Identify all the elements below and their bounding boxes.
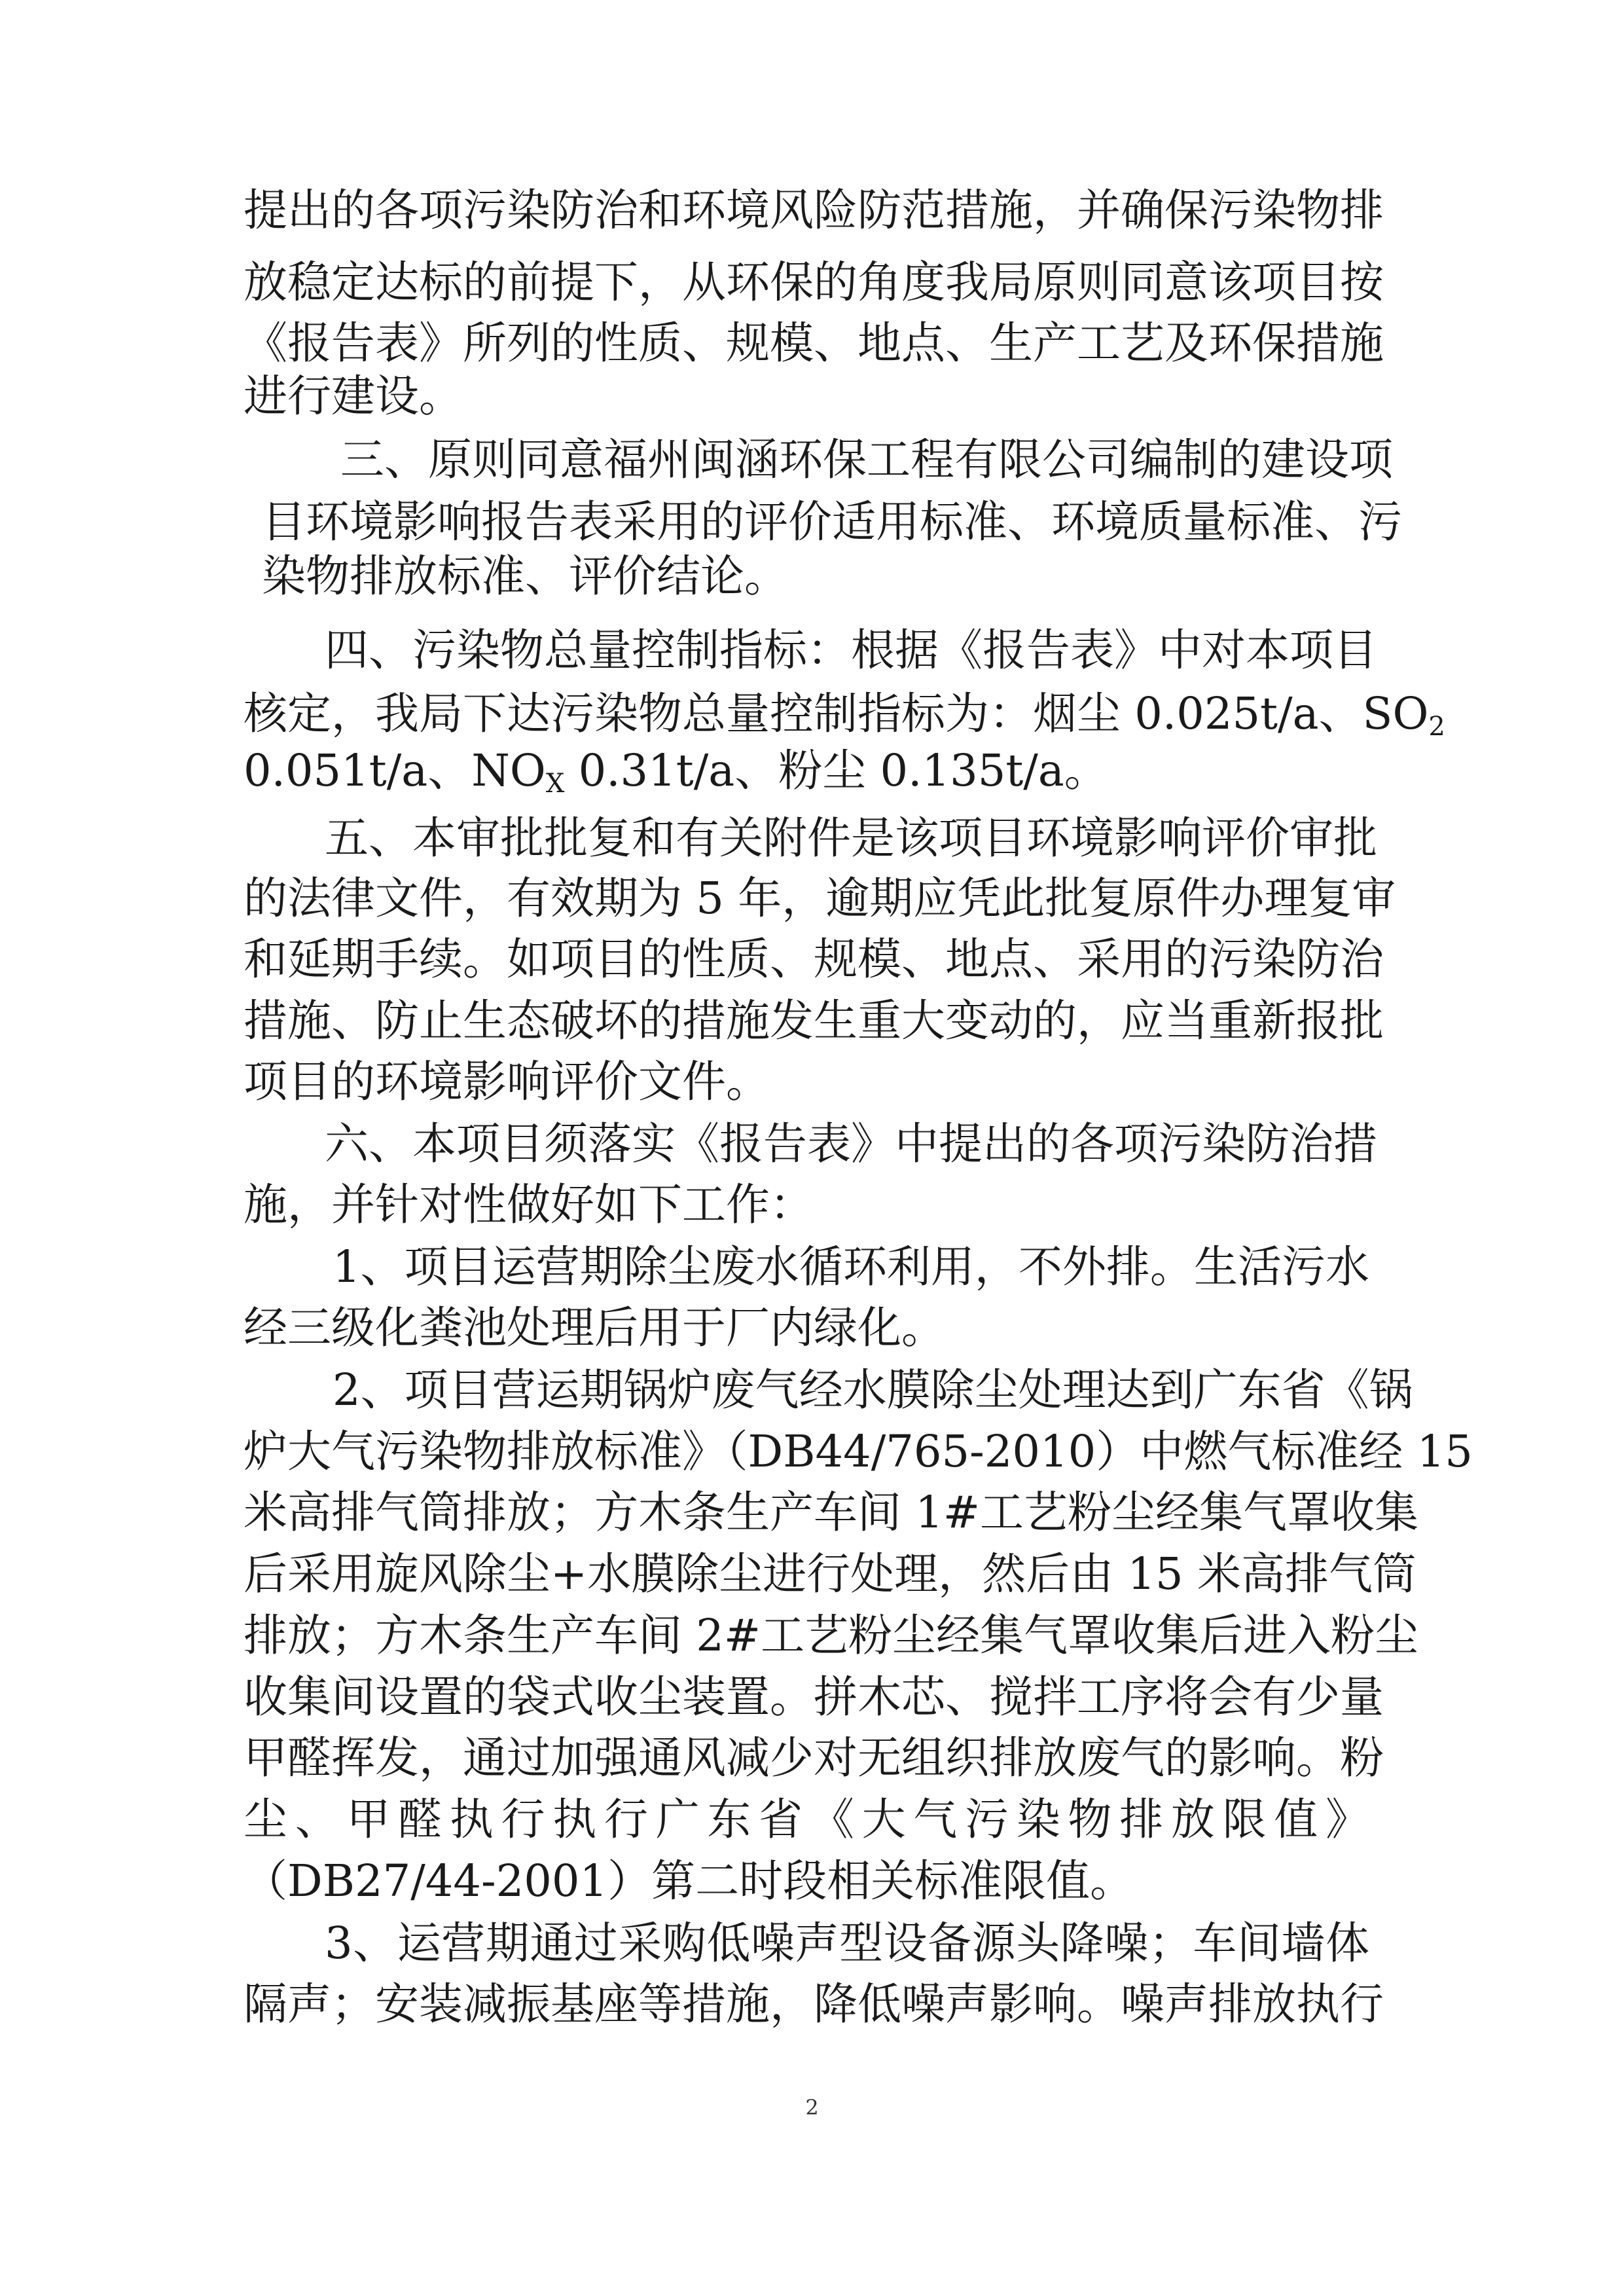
text-line: 甲醛挥发，通过加强通风减少对无组织排放废气的影响。粉: [244, 1732, 1384, 1783]
text-segment: 0.31t/a、粉尘 0.135t/a。: [564, 745, 1108, 796]
text-line: 目环境影响报告表采用的评价适用标准、环境质量标准、污: [262, 496, 1402, 547]
text-line: 3、运营期通过采购低噪声型设备源头降噪；车间墙体: [325, 1918, 1369, 1969]
text-segment: 0.051t/a、NO: [244, 745, 546, 796]
text-line: 提出的各项污染防治和环境风险防范措施，并确保污染物排: [244, 185, 1384, 236]
text-line: 2、项目营运期锅炉废气经水膜除尘处理达到广东省《锅: [333, 1364, 1413, 1415]
text-line: 米高排气筒排放；方木条生产车间 1#工艺粉尘经集气罩收集: [244, 1487, 1419, 1538]
text-line: 炉大气污染物排放标准》（DB44/765-2010）中燃气标准经 15: [244, 1426, 1473, 1477]
text-line: 三、原则同意福州闽涵环保工程有限公司编制的建设项: [340, 434, 1393, 485]
subscript-x: X: [545, 769, 565, 799]
text-line: 1、项目运营期除尘废水循环利用，不外排。生活污水: [333, 1241, 1369, 1292]
text-line: 四、污染物总量控制指标：根据《报告表》中对本项目: [325, 625, 1377, 676]
subscript-2: 2: [1428, 712, 1445, 742]
text-segment: 核定，我局下达污染物总量控制指标为：烟尘 0.025t/a、SO: [244, 688, 1429, 739]
text-line-with-so2: [244, 688, 1445, 742]
text-line: 项目的环境影响评价文件。: [244, 1056, 770, 1107]
page-number: 2: [805, 2095, 819, 2120]
text-line: 染物排放标准、评价结论。: [262, 551, 788, 602]
text-line: 进行建设。: [244, 371, 463, 422]
text-line: 施，并针对性做好如下工作：: [244, 1179, 814, 1230]
text-line: 放稳定达标的前提下，从环保的角度我局原则同意该项目按: [244, 257, 1384, 308]
text-line: 五、本审批批复和有关附件是该项目环境影响评价审批: [325, 812, 1377, 864]
text-line: 尘、甲醛执行执行广东省《大气污染物排放限值》: [244, 1794, 1369, 1845]
text-line: 六、本项目须落实《报告表》中提出的各项污染防治措: [325, 1118, 1377, 1169]
text-line: 收集间设置的袋式收尘装置。拼木芯、搅拌工序将会有少量: [244, 1671, 1384, 1722]
text-line: 经三级化粪池处理后用于厂内绿化。: [244, 1302, 945, 1353]
text-line: 排放；方木条生产车间 2#工艺粉尘经集气罩收集后进入粉尘: [244, 1610, 1419, 1661]
text-line-with-nox: [244, 745, 1369, 799]
text-line: （DB27/44-2001）第二时段相关标准限值。: [244, 1855, 1134, 1906]
text-line: 措施、防止生态破坏的措施发生重大变动的，应当重新报批: [244, 995, 1384, 1046]
text-line: 后采用旋风除尘+水膜除尘进行处理，然后由 15 米高排气筒: [244, 1548, 1416, 1599]
text-line: 隔声；安装减振基座等措施，降低噪声影响。噪声排放执行: [244, 1978, 1384, 2030]
text-line: 和延期手续。如项目的性质、规模、地点、采用的污染防治: [244, 934, 1384, 985]
text-line: 的法律文件，有效期为 5 年，逾期应凭此批复原件办理复审: [244, 873, 1396, 924]
text-line: 《报告表》所列的性质、规模、地点、生产工艺及环保措施: [244, 318, 1384, 369]
